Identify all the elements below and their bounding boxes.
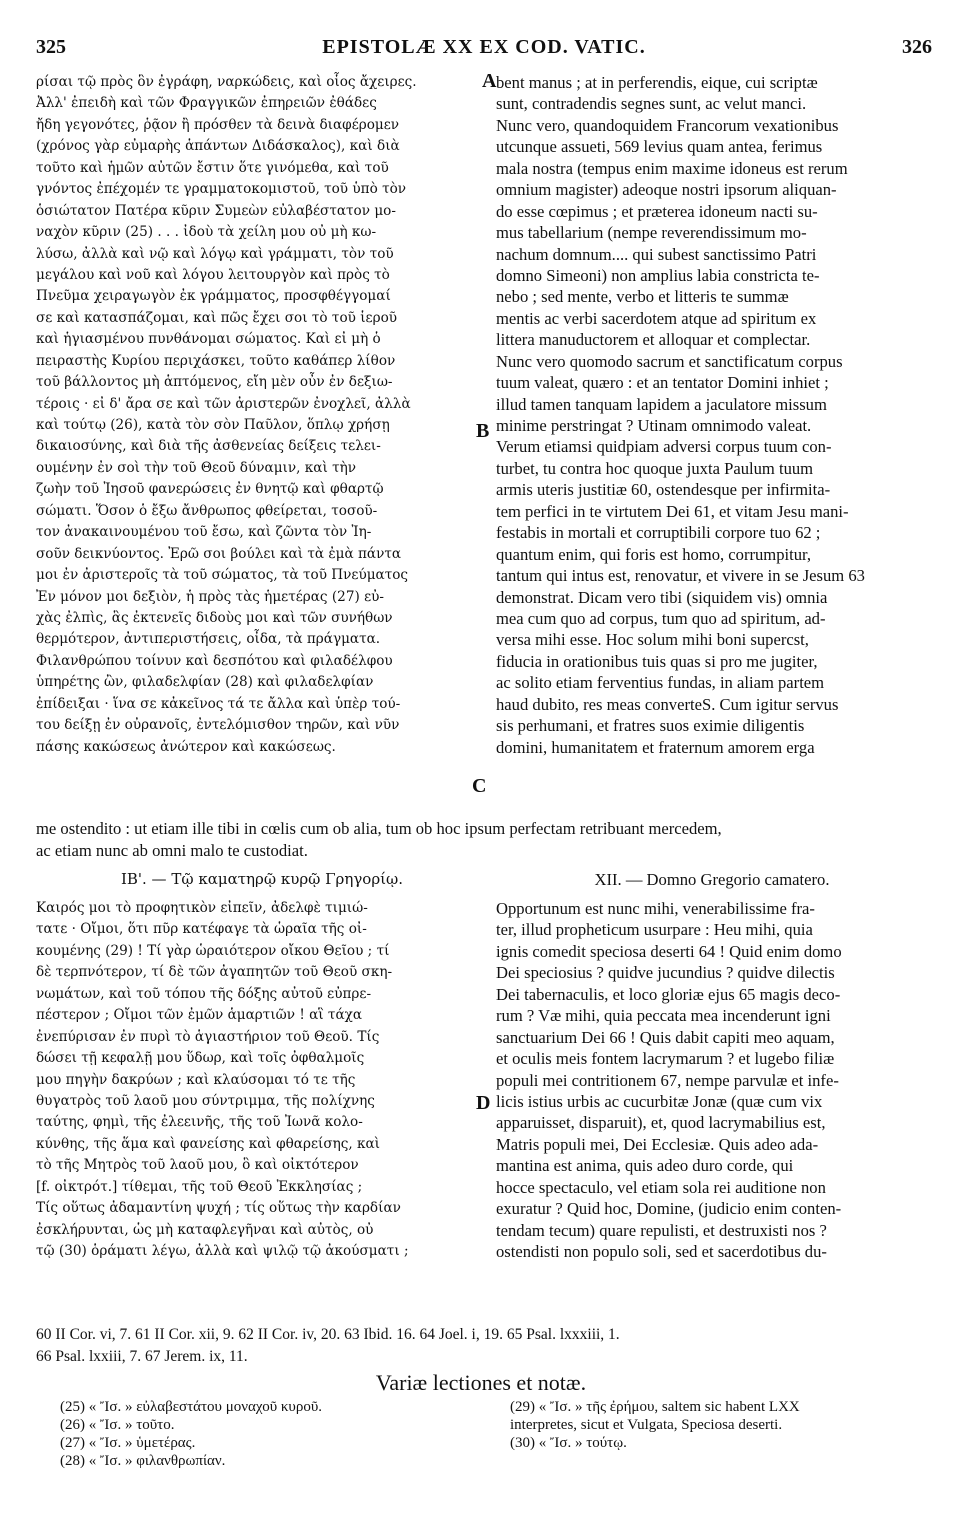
greek-text-line: ζωὴν τοῦ Ἰησοῦ φανερώσεις ἐν θνητῷ καὶ φθαρτῷ	[36, 481, 384, 498]
page-number-left: 325	[36, 36, 66, 58]
latin-text-line: armis uteris justitiæ 60, ostendesque per infirmita-	[496, 480, 831, 500]
footnotes	[36, 1326, 936, 1344]
greek-section-title: ΙΒ'. — Τῷ καματηρῷ κυρῷ Γρηγορίῳ.	[120, 870, 404, 888]
greek-text-line: τατε · Οἴμοι, ὅτι πῦρ κατέφαγε τὰ ὡραῖα τῆς οἰ-	[36, 921, 367, 938]
greek-text-line: [f. οἰκτρότ.] τίθεμαι, τῆς τοῦ Θεοῦ Ἐκκλησίας ;	[36, 1178, 363, 1195]
greek-text-line: μοι ἐν ἀριστεροῖς τὰ τοῦ σώματος, τὰ τοῦ Πνεύματος	[36, 567, 409, 584]
greek-text-line: ρίσαι τῷ πρὸς ὃν ἐγράφη, ναρκώδεις, καὶ οἷος ἄχειρες.	[36, 74, 417, 90]
greek-text-line: ουμένην ἐν σοὶ τὴν τοῦ Θεοῦ δύναμιν, καὶ τὴν	[36, 459, 357, 476]
latin-text-line: minime perstringat ? Utinam omnimodo valeat.	[496, 416, 812, 435]
latin-text-line: fiducia in orationibus tuis quas si pro me jugiter,	[496, 651, 818, 671]
greek-text-line: σοῦν δεικνύοντος. Ἐρῶ σοι βούλει καὶ τὰ ἐμὰ πάντα	[36, 545, 402, 562]
latin-text-line: Verum etiamsi quidpiam adversi corpus tuum con-	[496, 437, 832, 457]
latin-text-line: exuratur ? Quid hoc, Domine, (judicio enim conten-	[496, 1199, 842, 1219]
latin-text-line: domno Simeoni) non amplius labia constricta te-	[496, 265, 820, 285]
greek-text-line: κουμένης (29) ! Τί γὰρ ὡραιότερον οἴκου Θεῖου ; τί	[36, 942, 390, 959]
variae-note: (28) « Ἴσ. » φιλανθρωπίαν.	[60, 1453, 226, 1469]
margin-mark-d: D	[476, 1092, 491, 1114]
latin-text-line: sanctuarium Dei 66 ! Quis dabit capiti meo aquam,	[496, 1027, 835, 1047]
running-header	[36, 36, 932, 62]
latin-text-line: Nunc vero quomodo sacrum et sanctificatum corpus	[496, 351, 843, 371]
latin-text-line: ostendisti non populo soli, sed et sacerdotibus du-	[496, 1242, 827, 1261]
greek-text-line: του δείξῃ ἐν οὐρανοῖς, ἐντελόμισθον τηρῶν, καὶ νῦν	[36, 717, 400, 734]
variae-note: (29) « Ἴσ. » τῆς ἐρήμου, saltem sic habent LXX	[510, 1399, 800, 1415]
margin-mark-c: C	[472, 775, 487, 797]
greek-text-line: ταύτης, φημὶ, τῆς ἐλεεινῆς, τῆς τοῦ Ἰωνᾶ κολο-	[36, 1114, 363, 1131]
latin-text-line: littera manuductorem et alloquar et complectar.	[496, 330, 811, 350]
greek-text-line: πειραστὴς Κυρίου περιχάσκει, τοῦτο καθάπερ λίθον	[36, 352, 396, 369]
latin-text-line: ignis comedit speciosa deserti 64 ! Quid enim domo	[496, 941, 842, 961]
latin-text-line: mentis ac verbi sacerdotem atque ad spiritum ex	[496, 308, 817, 328]
greek-text-line: λύσω, ἀλλὰ καὶ νῷ καὶ λόγῳ καὶ γράμματι, τὸν τοῦ	[36, 245, 394, 262]
variae-note: interpretes, sicut et Vulgata, Speciosa deserti.	[510, 1417, 783, 1433]
greek-text-line: τῷ (30) ὁράματι λέγω, ἀλλὰ καὶ ψιλῷ τῷ ἀκούσματι ;	[36, 1243, 409, 1259]
latin-text-line: demonstrat. Dicam vero tibi (siquidem vis) omnia	[496, 587, 828, 607]
greek-text-line: ἐπίδειξαι · ἵνα σε κἀκεῖνος τά τε ἄλλα καὶ ὑπὲρ τού-	[36, 695, 401, 712]
latin-text-line: sunt, contradendis segnes sunt, ac velut manci.	[496, 94, 807, 114]
latin-text-line: haud dubito, res meas converteS. Cum igitur servus	[496, 694, 839, 714]
latin-text-line: apparuisset, disparuit), et, quod lacrymabilius est,	[496, 1113, 826, 1133]
page-number-right: 326	[902, 36, 932, 58]
latin-column-top	[496, 72, 928, 792]
greek-text-line: ὑπηρέτης ὢν, φιλαδελφίαν (28) καὶ φιλαδελφίαν	[36, 674, 374, 691]
latin-full-line: ac etiam nunc ab omni malo te custodiat.	[36, 841, 308, 860]
greek-text-line: ἤδη γεγονότες, ῥᾷον ἢ πρόσθεν τὰ δεινὰ διαφέρομεν	[36, 116, 400, 133]
latin-text-line: nachum domnum.... qui subest sanctissimo Patri	[496, 244, 817, 264]
greek-text-line: θυγατρὸς τοῦ λαοῦ μου σύντριμμα, τῆς πολίχνης	[36, 1092, 375, 1109]
greek-text-line: καὶ ἡγιασμένου πυνθάνομαι σώματος. Καὶ εἰ μὴ ὁ	[36, 331, 381, 348]
greek-text-line: τοῦτο καὶ ἡμῶν αὐτῶν ἔστιν ὅτε γινόμεθα, καὶ τοῦ	[36, 159, 389, 176]
greek-text-line: μεγάλου καὶ νοῦ καὶ λόγου λειτουργὸν καὶ πρὸς τὸ	[36, 266, 390, 283]
latin-text-line: Matris populi mei, Dei Ecclesiæ. Quis adeo ada-	[496, 1134, 819, 1154]
latin-text-line: tem perfici in te virtutem Dei 61, et vitam Jesu mani-	[496, 501, 849, 521]
latin-full-width-text	[36, 818, 928, 862]
latin-text-line: ter, illud propheticum usurpare : Heu mihi, quia	[496, 920, 813, 940]
greek-text-line: (χρόνος γὰρ εὐμαρὴς ἁπάντων Διδάσκαλος), καὶ διὰ	[36, 138, 400, 155]
latin-text-line: tuum valeat, quæro : et an tentator Domini inhiet ;	[496, 373, 829, 393]
greek-text-line: καὶ τούτῳ (26), κατὰ τὸν σὸν Παῦλον, ὅπλῳ χρήσῃ	[36, 417, 390, 433]
greek-text-line: Ἀλλ' ἐπειδὴ καὶ τῶν Φραγγικῶν ἐπηρειῶν ἐθάδες	[36, 95, 377, 112]
greek-text-line: πάσης κακώσεως ἀνώτερον καὶ κακώσεως.	[36, 738, 336, 755]
greek-text-line: χὰς ἐλπὶς, ἃς ἐκτενεῖς διδοὺς μοι καὶ τῶν συνήθων	[36, 609, 393, 626]
latin-text-line: omnium magister) adeoque nostri ipsorum aliquan-	[496, 180, 837, 200]
margin-mark-a: A	[482, 70, 497, 92]
variae-note: (25) « Ἴσ. » εὐλαβεστάτου μοναχοῦ κυροῦ.	[60, 1399, 323, 1415]
latin-text-line: mantina est anima, quis adeo duro corde, qui	[496, 1156, 794, 1176]
greek-text-line: Πνεῦμα χειραγωγὸν ἐκ γράμματος, προσφθέγγομαί	[36, 288, 391, 305]
greek-text-line: θερμότερον, ἀντιπεριστήσεις, οἶδα, τὰ πράγματα.	[36, 631, 381, 648]
latin-text-line: do esse cœpimus ; et præterea idoneum nacti su-	[496, 201, 818, 221]
latin-text-line: domini, humanitatem et fraternum amorem erga	[496, 737, 815, 757]
variae-right	[510, 1398, 930, 1452]
greek-text-line: δώσει τῇ κεφαλῇ μου ὕδωρ, καὶ τοῖς ὀφθαλμοῖς	[36, 1050, 365, 1067]
latin-section-title: XII. — Domno Gregorio camatero.	[594, 870, 830, 889]
greek-text-line: Φιλανθρώπου τοίνυν καὶ δεσπότου καὶ φιλαδέλφου	[36, 652, 393, 669]
greek-text-line: πέστερον ; Οἴμοι τῶν ἐμῶν ἁμαρτιῶν ! αἳ τάχα	[36, 1007, 363, 1024]
greek-column-bottom	[36, 898, 491, 1278]
latin-text-line: turbet, tu contra hoc quoque juxta Paulum tuum	[496, 458, 814, 478]
latin-text-line: quantum enim, qui foris est homo, corrumpitur,	[496, 544, 812, 564]
latin-text-line: sis perhumani, et fratres suos eximie diligentis	[496, 716, 805, 736]
running-title: EPISTOLÆ XX EX COD. VATIC.	[322, 36, 646, 58]
latin-text-line: ac solito etiam ferventius fundas, in aliam partem	[496, 673, 825, 693]
latin-full-line: me ostendito : ut etiam ille tibi in cœlis cum ob alia, tum ob hoc ipsum perfectam retribuant mercedem,	[36, 819, 722, 838]
latin-text-line: mala nostra (tempus enim maxime idoneus est rerum	[496, 158, 848, 178]
greek-text-line: τὸ τῆς Μητρὸς τοῦ λαοῦ μου, ὃ καὶ οἰκτότερον	[36, 1157, 359, 1174]
latin-text-line: mus tabellarium (nempe reverendissimum mo-	[496, 223, 807, 243]
greek-text-line: ἐσκλήρυνται, ὡς μὴ καταφλεγῆναι καὶ αὐτὸς, οὐ	[36, 1221, 374, 1238]
greek-text-line: κύνθης, τῆς ἅμα καὶ φανείσης καὶ φθαρείσης, καὶ	[36, 1135, 380, 1152]
latin-text-line: bent manus ; at in perferendis, eique, cui scriptæ	[496, 73, 818, 92]
footnotes-second	[36, 1348, 936, 1366]
greek-text-line: ναχὸν κῦριν (25) . . . ἰδοὺ τὰ χείλη μου οὐ μὴ κω-	[36, 224, 377, 241]
greek-text-line: μου πηγὴν δακρύων ; καὶ κλαύσομαι τό τε τῆς	[36, 1071, 356, 1088]
greek-text-line: δικαιοσύνης, καὶ διὰ τῆς ἀσθενείας δείξεις τελει-	[36, 438, 381, 455]
latin-text-line: et oculis meis fontem lacrymarum ? et lugebo filiæ	[496, 1049, 835, 1069]
variae-note: (27) « Ἴσ. » ὑμετέρας.	[60, 1435, 196, 1451]
margin-mark-b: B	[476, 420, 490, 442]
variae-note: (30) « Ἴσ. » τούτῳ.	[510, 1435, 627, 1451]
latin-text-line: hocce spectaculo, vel etiam sola rei auditione non	[496, 1177, 826, 1197]
latin-text-line: tantum qui intus est, renovatur, et vivere in se Jesum 63	[496, 566, 865, 586]
latin-text-line: illud tamen tanquam lapidem a jaculatore missum	[496, 394, 827, 414]
greek-text-line: ἐνεπύρισαν ἐν πυρὶ τὸ ἁγιαστήριον τοῦ Θεοῦ. Τίς	[36, 1028, 380, 1045]
latin-text-line: tendam tecum) quare repulisti, et destruxisti nos ?	[496, 1220, 827, 1240]
latin-text-line: Dei speciosius ? quidve jucundius ? quidve dilectis	[496, 963, 835, 983]
latin-text-line: versa mihi esse. Hoc solum mihi boni supercst,	[496, 630, 809, 650]
greek-text-line: σε καὶ κατασπάζομαι, καὶ πῶς ἔχει σοι τὸ τοῦ ἱεροῦ	[36, 309, 398, 326]
latin-text-line: Opportunum est nunc mihi, venerabilissime fra-	[496, 899, 815, 918]
greek-text-line: Καιρός μοι τὸ προφητικὸν εἰπεῖν, ἀδελφὲ τιμιώ-	[36, 900, 368, 916]
footnote-line: 60 II Cor. vi, 7. 61 II Cor. xii, 9. 62 II Cor. iv, 20. 63 Ibid. 16. 64 Joel. i, 19. 65 Psal. lxxxiii, 1.	[36, 1326, 620, 1343]
variae-left	[60, 1398, 480, 1470]
greek-text-line: τέροις · εἰ δ' ἄρα σε καὶ τῶν ἀριστερῶν ἐνοχλεῖ, ἀλλὰ	[36, 395, 411, 412]
greek-text-line: Ἐν μόνον μοι δεξιὸν, ἡ πρὸς τὰς ἡμετέρας (27) εὐ-	[36, 588, 384, 605]
greek-text-line: γνόντος ἐπέχομέν τε γραμματοκομιστοῦ, τοῦ ὑπὸ τὸν	[36, 181, 407, 198]
latin-text-line: nebo ; sed mente, verbo et litteris te summæ	[496, 287, 789, 307]
greek-text-line: σώματι. Ὅσον ὁ ἔξω ἄνθρωπος φθείρεται, τοσοῦ-	[36, 502, 378, 519]
footnote-line: 66 Psal. lxxiii, 7. 67 Jerem. ix, 11.	[36, 1348, 248, 1365]
latin-text-line: licis istius urbis ac cucurbitæ Jonæ (quæ cum vix	[496, 1091, 823, 1111]
latin-text-line: mea cum quo ad corpus, tum quo ad spiritum, ad-	[496, 608, 826, 628]
latin-text-line: populi mei contritionem 67, nempe parvulæ et infe-	[496, 1070, 839, 1090]
greek-text-line: τον ἀνακαινουμένου τοῦ ἔσω, καὶ ζῶντα τὸν Ἰη-	[36, 524, 372, 541]
latin-text-line: utcunque assueti, 569 levius quam antea, ferimus	[496, 137, 823, 157]
latin-text-line: festabis in mortali et corruptibili corpore tuo 62 ;	[496, 523, 821, 543]
greek-text-line: τοῦ βάλλοντος μὴ ἁπτόμενος, εἴη μὲν οὖν ἐν δεξιω-	[36, 374, 393, 391]
greek-column-top	[36, 72, 488, 792]
greek-text-line: ὁσιώτατον Πατέρα κῦριν Συμεὼν εὐλαβέστατον μο-	[36, 202, 396, 219]
latin-column-bottom	[496, 898, 928, 1278]
variae-title: Variæ lectiones et notæ.	[375, 1370, 587, 1395]
latin-text-line: rum ? Væ mihi, quia peccata mea incenderunt igni	[496, 1006, 831, 1026]
latin-text-line: Dei tabernaculis, et loco gloriæ ejus 65 magis deco-	[496, 984, 841, 1004]
greek-text-line: Τίς οὕτως ἀδαμαντίνη ψυχή ; τίς οὕτως τὴν καρδίαν	[36, 1200, 401, 1217]
greek-text-line: δὲ τερπνότερον, τί δὲ τῶν ἀγαπητῶν τοῦ Θεοῦ σκη-	[36, 964, 393, 981]
latin-text-line: Nunc vero, quandoquidem Francorum vexationibus	[496, 115, 839, 135]
variae-note: (26) « Ἴσ. » τοῦτο.	[60, 1417, 175, 1433]
greek-text-line: νωμάτων, καὶ τοῦ τόπου τῆς δόξης αὐτοῦ εὐπρε-	[36, 985, 372, 1002]
